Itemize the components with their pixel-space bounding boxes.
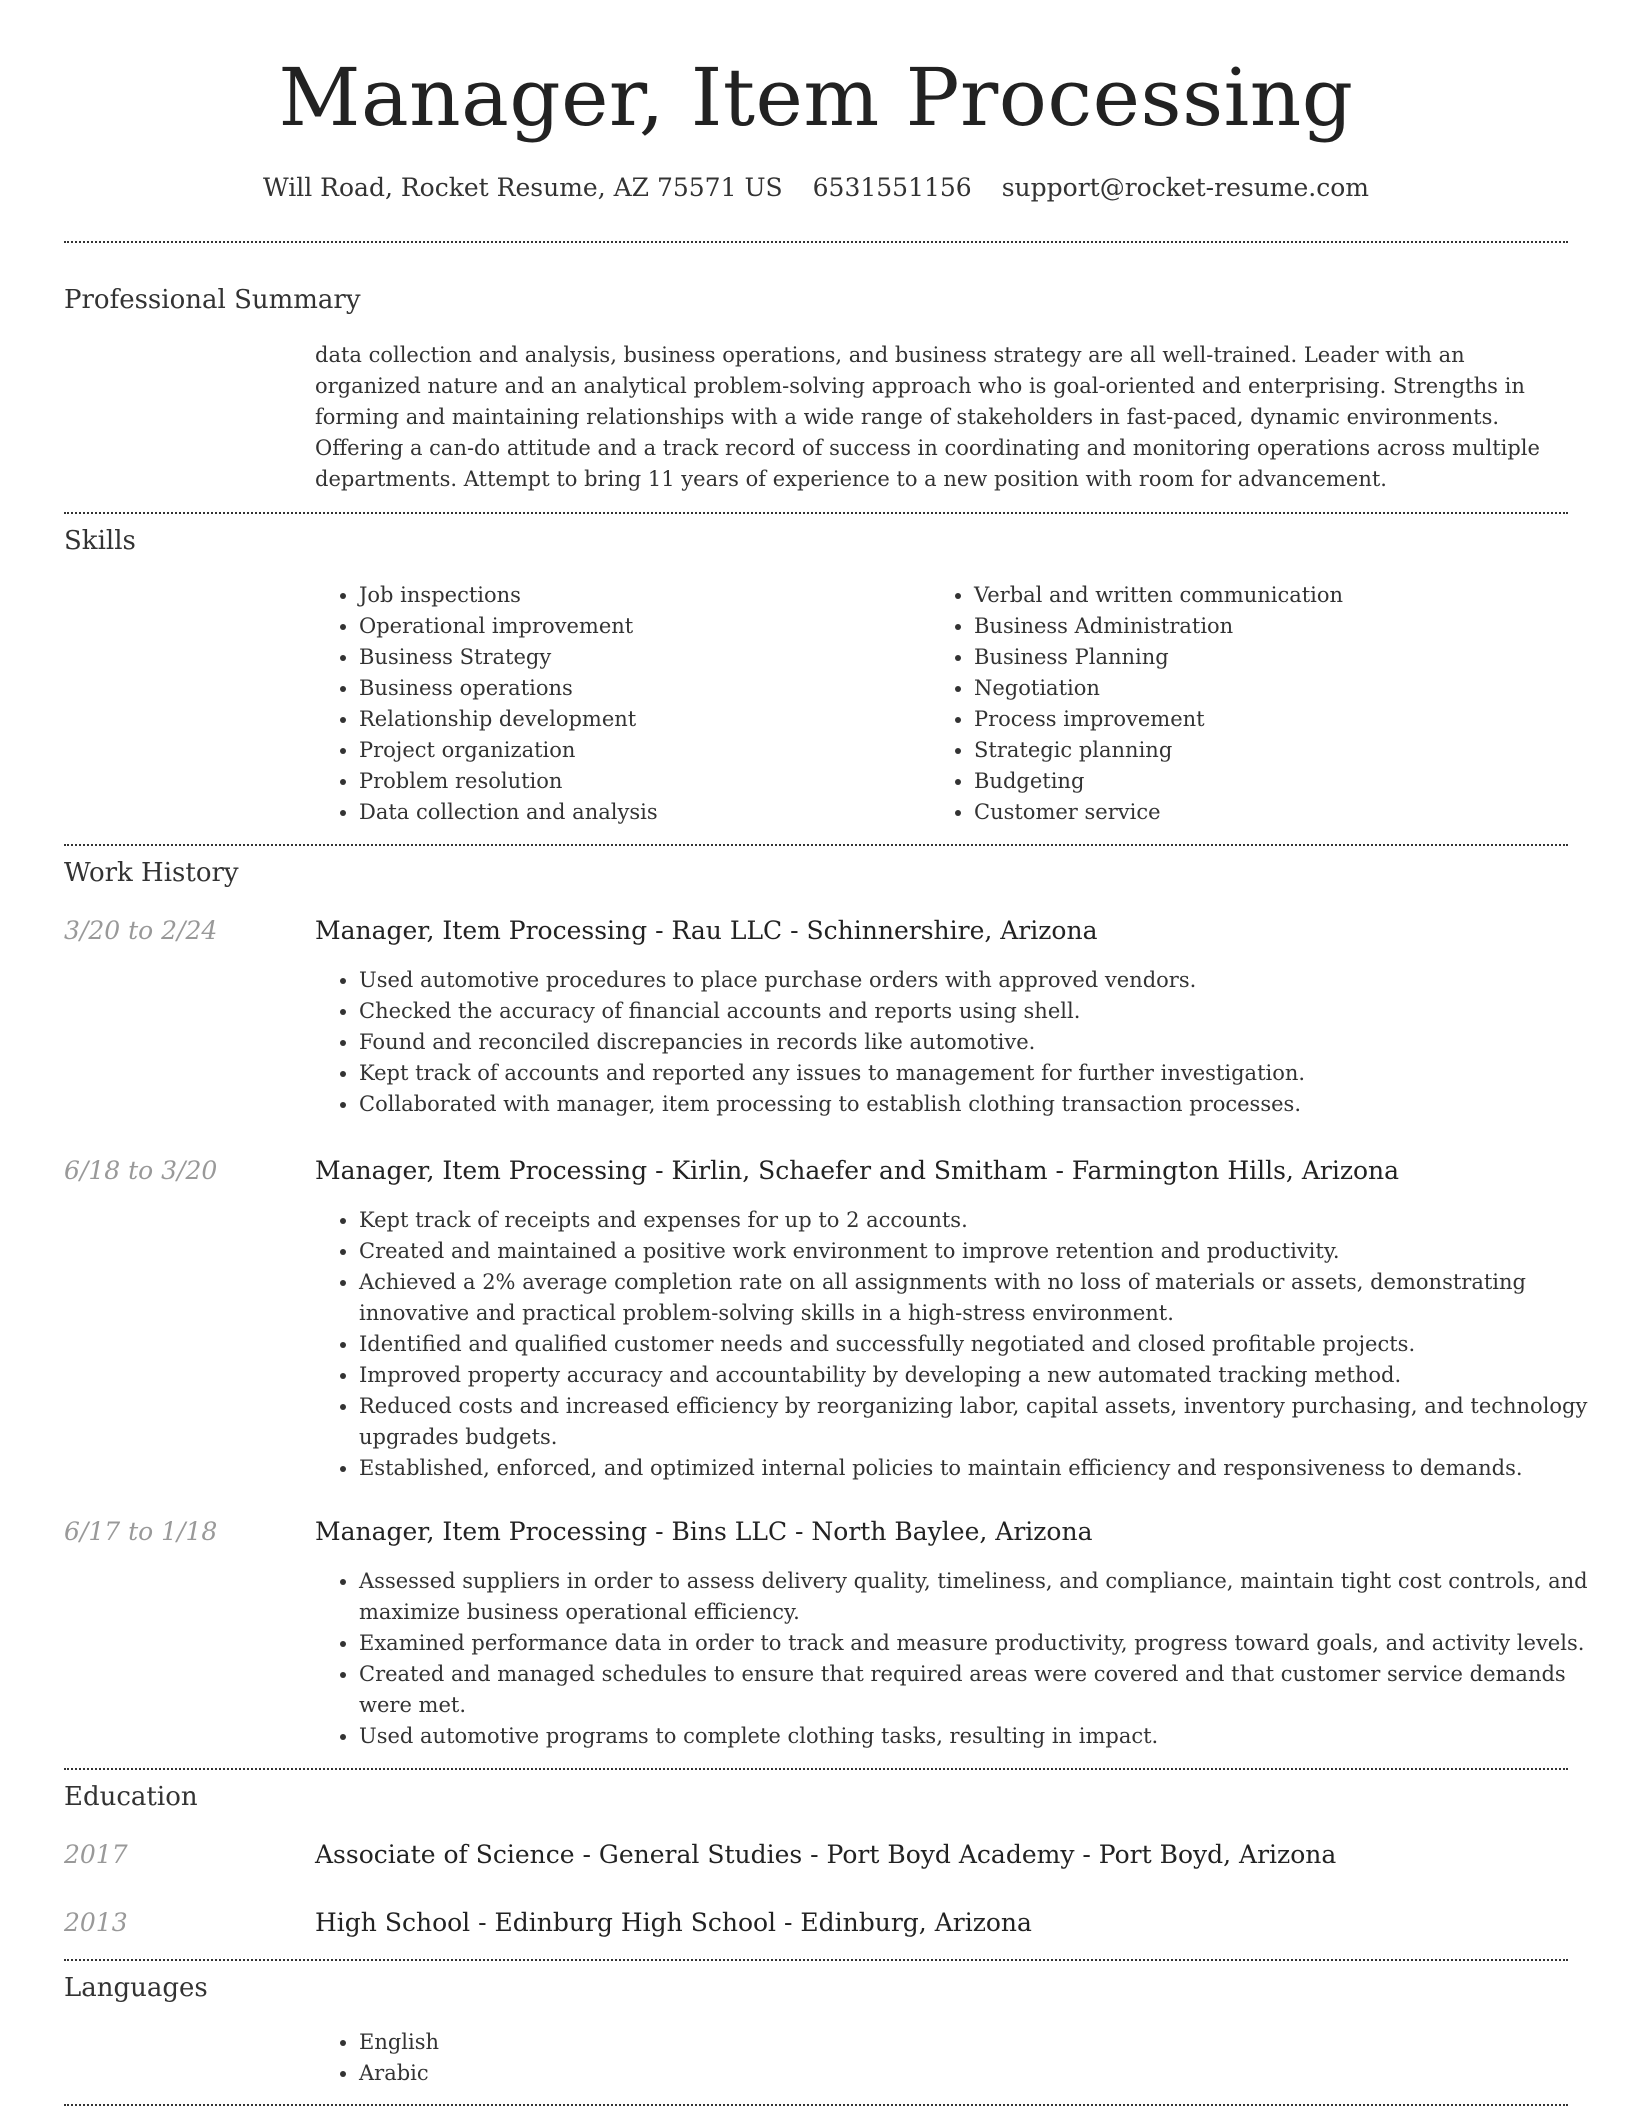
divider: [64, 844, 1568, 846]
list-item: • Found and reconciled discrepancies in records like automotive.: [359, 1027, 1604, 1058]
list-item: • Collaborated with manager, item processing to establish clothing transaction processes.: [359, 1089, 1604, 1120]
list-item: • Kept track of accounts and reported any issues to management for further investigation.: [359, 1058, 1604, 1089]
section-title-languages: Languages: [64, 1973, 208, 2003]
list-item: • Achieved a 2% average completion rate on all assignments with no loss of materials or assets, demonstrating innovative and practical problem-solving skills in a high-stress environment.: [359, 1267, 1604, 1329]
list-item: • Business operations: [359, 673, 919, 704]
list-item: • Customer service: [974, 797, 1594, 828]
job-bullets: [315, 1566, 1604, 1752]
list-item: • Operational improvement: [359, 611, 919, 642]
languages-list: [315, 2027, 959, 2089]
contact-line: [0, 170, 1632, 206]
job-dates: 6/18 to 3/20: [64, 1156, 218, 1185]
skills-list-right: [930, 580, 1594, 828]
skills-list-left: [315, 580, 919, 828]
list-item: • Assessed suppliers in order to assess delivery quality, timeliness, and compliance, maintain tight cost controls, and maximize business operational efficiency.: [359, 1566, 1604, 1628]
list-item: • Used automotive procedures to place purchase orders with approved vendors.: [359, 965, 1604, 996]
list-item: • Data collection and analysis: [359, 797, 919, 828]
list-item: • Strategic planning: [974, 735, 1594, 766]
list-item: • Identified and qualified customer needs and successfully negotiated and closed profitable projects.: [359, 1329, 1604, 1360]
list-item: • Arabic: [359, 2058, 959, 2089]
candidate-name: Manager, Item Processing: [278, 51, 1354, 144]
list-item: • Reduced costs and increased efficiency by reorganizing labor, capital assets, inventory purchasing, and technology upgrades budgets.: [359, 1391, 1604, 1453]
education-entry: Associate of Science - General Studies - Port Boyd Academy - Port Boyd, Arizona: [315, 1840, 1337, 1869]
job-heading: Manager, Item Processing - Kirlin, Schaefer and Smitham - Farmington Hills, Arizona: [315, 1156, 1400, 1185]
list-item: • Created and maintained a positive work environment to improve retention and productivity.: [359, 1236, 1604, 1267]
divider: [64, 512, 1568, 514]
summary-text: data collection and analysis, business operations, and business strategy are all well-trained. Leader with an organized nature and an analytical problem-solving approach who is goal-oriented and enterprising. Strengths in forming and maintaining relationships with a wide range of stakeholders in fast-paced, dynamic environments. Offering a can-do attitude and a track record of success in coordinating and monitoring operations across multiple departments. Attempt to bring 11 years of experience to a new position with room for advancement.: [315, 343, 1540, 491]
divider: [64, 1768, 1568, 1770]
divider: [64, 241, 1568, 243]
divider: [64, 1959, 1568, 1961]
section-title-education: Education: [64, 1782, 198, 1812]
education-entry: High School - Edinburg High School - Edinburg, Arizona: [315, 1908, 1032, 1937]
contact-email: support@rocket-resume.com: [1001, 173, 1370, 202]
list-item: • Used automotive programs to complete clothing tasks, resulting in impact.: [359, 1721, 1604, 1752]
list-item: • Negotiation: [974, 673, 1594, 704]
job-heading: Manager, Item Processing - Rau LLC - Schinnershire, Arizona: [315, 916, 1098, 945]
education-year: 2013: [64, 1908, 128, 1937]
job-bullets: [315, 965, 1604, 1120]
education-year: 2017: [64, 1840, 128, 1869]
list-item: • Budgeting: [974, 766, 1594, 797]
list-item: • Verbal and written communication: [974, 580, 1594, 611]
list-item: • Project organization: [359, 735, 919, 766]
list-item: • Improved property accuracy and accountability by developing a new automated tracking method.: [359, 1360, 1604, 1391]
section-title-summary: Professional Summary: [64, 285, 361, 315]
list-item: • Examined performance data in order to track and measure productivity, progress toward goals, and activity levels.: [359, 1628, 1604, 1659]
section-title-work: Work History: [64, 858, 239, 888]
list-item: • Business Strategy: [359, 642, 919, 673]
list-item: • Problem resolution: [359, 766, 919, 797]
list-item: • Created and managed schedules to ensure that required areas were covered and that customer service demands were met.: [359, 1659, 1604, 1721]
job-bullets: [315, 1205, 1604, 1484]
list-item: • Process improvement: [974, 704, 1594, 735]
list-item: • Kept track of receipts and expenses for up to 2 accounts.: [359, 1205, 1604, 1236]
list-item: • Relationship development: [359, 704, 919, 735]
section-title-skills: Skills: [64, 526, 136, 556]
list-item: • Established, enforced, and optimized internal policies to maintain efficiency and responsiveness to demands.: [359, 1453, 1604, 1484]
list-item: • Job inspections: [359, 580, 919, 611]
list-item: • Business Planning: [974, 642, 1594, 673]
job-dates: 6/17 to 1/18: [64, 1517, 218, 1546]
list-item: • English: [359, 2027, 959, 2058]
job-heading: Manager, Item Processing - Bins LLC - North Baylee, Arizona: [315, 1517, 1093, 1546]
contact-address: Will Road, Rocket Resume, AZ 75571 US: [262, 173, 783, 202]
contact-phone: 6531551156: [812, 173, 972, 202]
list-item: • Business Administration: [974, 611, 1594, 642]
job-dates: 3/20 to 2/24: [64, 916, 218, 945]
divider: [64, 2104, 1568, 2106]
list-item: • Checked the accuracy of financial accounts and reports using shell.: [359, 996, 1604, 1027]
